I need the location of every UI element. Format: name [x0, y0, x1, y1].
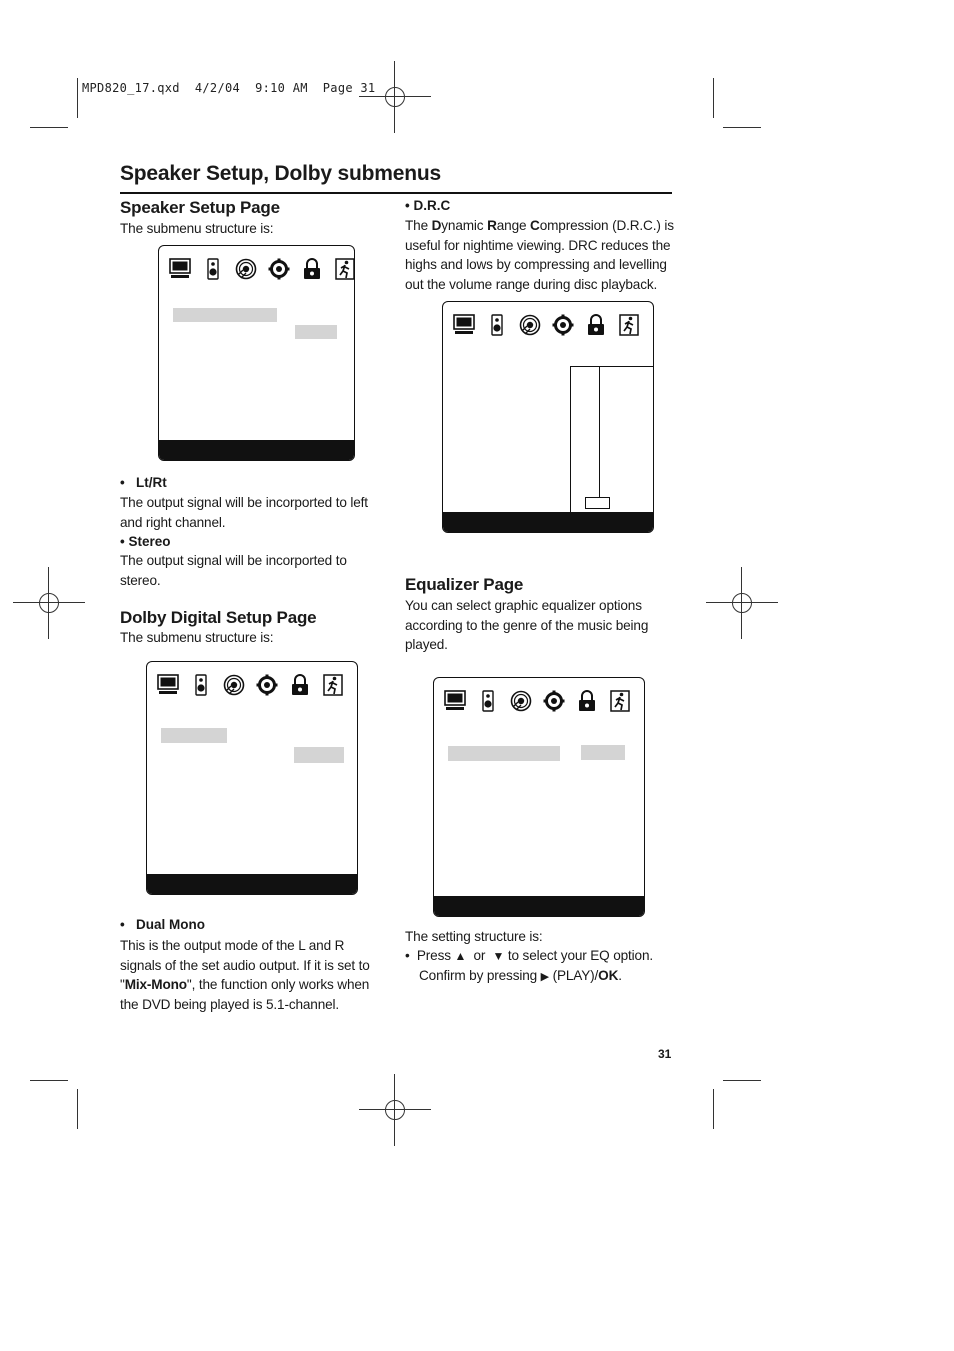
screen-status-bar [147, 874, 357, 894]
speaker-icon [202, 258, 224, 280]
speaker-icon [190, 674, 212, 696]
exit-icon [322, 674, 344, 696]
play-arrow-icon: ▶ [540, 971, 549, 983]
ltrt-description: The output signal will be incorported to left and right channel. [120, 495, 368, 530]
dolby-setup-intro: The submenu structure is: [120, 630, 274, 645]
gear-icon [552, 314, 574, 336]
menu-icon-row [444, 690, 631, 712]
title-rule [120, 192, 672, 194]
disc-icon [235, 258, 257, 280]
tv-icon [157, 674, 179, 696]
gear-icon [256, 674, 278, 696]
speaker-setup-screen [158, 245, 355, 461]
equalizer-screen [433, 677, 645, 917]
stereo-description: The output signal will be incorported to stereo. [120, 553, 347, 588]
page-number: 31 [658, 1047, 672, 1061]
press-instruction: • Press ▲ or ▼ to select your EQ option. [405, 948, 653, 963]
menu-highlight [161, 728, 227, 743]
speaker-icon [486, 314, 508, 336]
lock-icon [289, 674, 311, 696]
lock-icon [301, 258, 323, 280]
drc-slider-track [599, 366, 600, 498]
gear-icon [268, 258, 290, 280]
drc-slider-panel [570, 366, 654, 514]
registration-mark-top [377, 79, 413, 115]
registration-mark-left [31, 585, 67, 621]
tv-icon [444, 690, 466, 712]
lock-icon [576, 690, 598, 712]
dolby-setup-heading: Dolby Digital Setup Page [120, 608, 317, 627]
menu-icon-row [453, 314, 640, 336]
submenu-highlight [581, 745, 625, 760]
disc-icon [223, 674, 245, 696]
menu-highlight [173, 308, 277, 322]
submenu-highlight [295, 325, 337, 339]
screen-status-bar [159, 440, 354, 460]
exit-icon [618, 314, 640, 336]
registration-mark-right [724, 585, 760, 621]
down-arrow-icon: ▼ [492, 949, 505, 963]
equalizer-description: You can select graphic equalizer options according to the genre of the music being played. [405, 598, 649, 652]
equalizer-heading: Equalizer Page [405, 575, 524, 594]
tv-icon [453, 314, 475, 336]
exit-icon [609, 690, 631, 712]
exit-icon [334, 258, 355, 280]
disc-icon [519, 314, 541, 336]
speaker-setup-heading: Speaker Setup Page [120, 198, 280, 217]
submenu-highlight [294, 747, 344, 763]
stereo-label: • Stereo [120, 534, 171, 549]
dual-mono-label: • Dual Mono [120, 917, 205, 932]
drc-slider-thumb[interactable] [585, 497, 610, 509]
print-header: MPD820_17.qxd 4/2/04 9:10 AM Page 31 [82, 81, 376, 95]
speaker-icon [477, 690, 499, 712]
dolby-setup-screen [146, 661, 358, 895]
dual-mono-description: This is the output mode of the L and R signals of the set audio output. If it is set to "Mix-Mono", the function only works when the DVD being played is 5.1-channel. [120, 938, 370, 1012]
menu-icon-row [157, 674, 344, 696]
menu-highlight [448, 746, 560, 761]
registration-mark-bottom [377, 1092, 413, 1128]
drc-description: The Dynamic Range Compression (D.R.C.) is useful for nightime viewing. DRC reduces the highs and lows by compressing and levelling out the volume range during disc playback. [405, 218, 674, 292]
page-title: Speaker Setup, Dolby submenus [120, 162, 441, 185]
confirm-instruction: Confirm by pressing ▶ (PLAY)/OK. [419, 968, 622, 983]
drc-label: • D.R.C [405, 198, 451, 213]
up-arrow-icon: ▲ [454, 949, 467, 963]
menu-icon-row [169, 258, 355, 280]
disc-icon [510, 690, 532, 712]
tv-icon [169, 258, 191, 280]
lock-icon [585, 314, 607, 336]
gear-icon [543, 690, 565, 712]
screen-status-bar [443, 512, 653, 532]
screen-status-bar [434, 896, 644, 916]
ltrt-label: • Lt/Rt [120, 475, 167, 490]
drc-screen [442, 301, 654, 533]
speaker-setup-intro: The submenu structure is: [120, 221, 274, 236]
setting-intro: The setting structure is: [405, 929, 543, 944]
